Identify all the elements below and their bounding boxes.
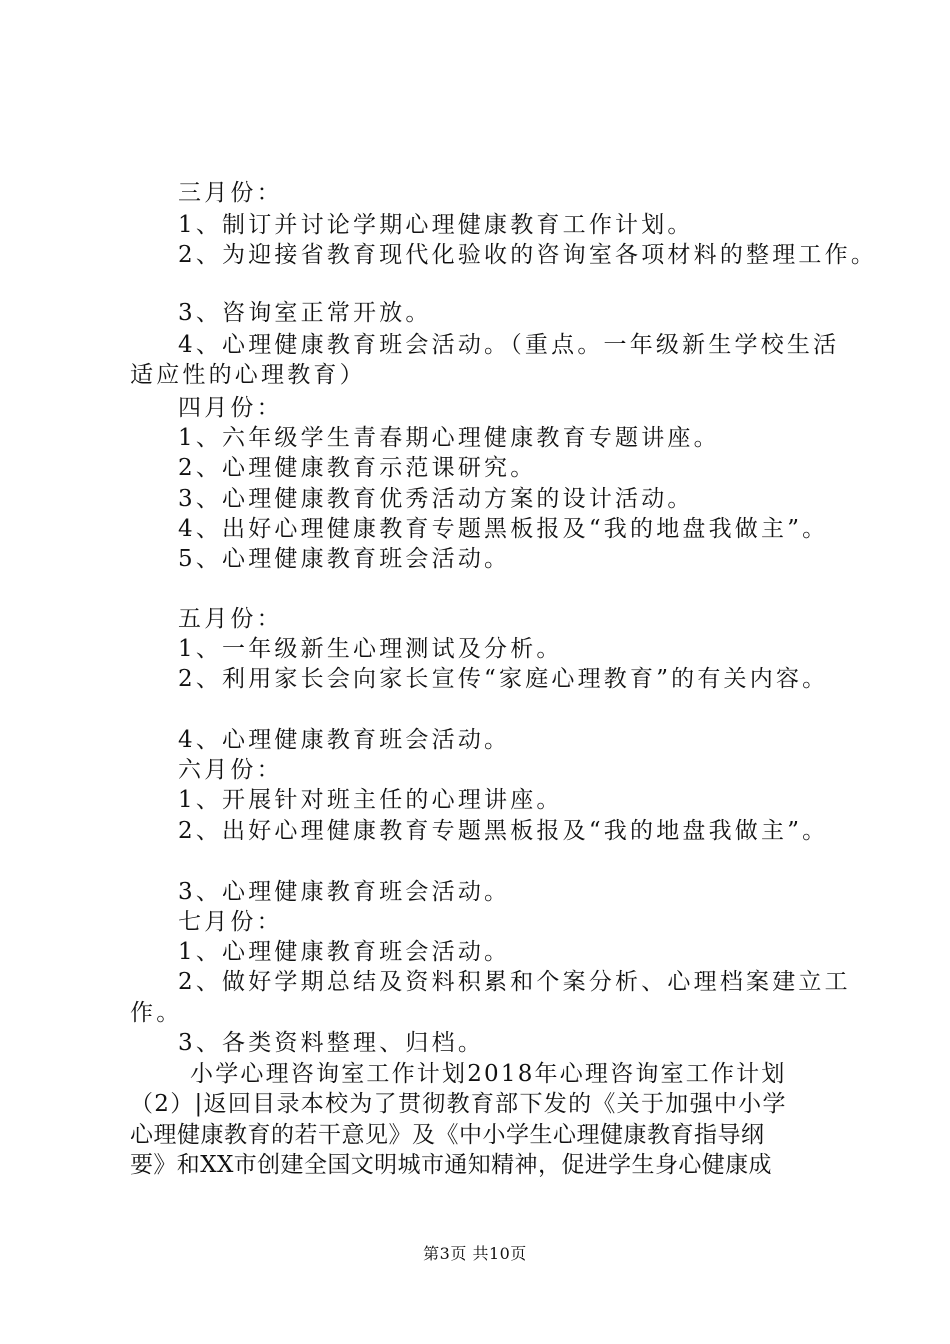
month-heading-may: 五月份： [178,606,283,632]
text-line: 2、做好学期总结及资料积累和个案分析、心理档案建立工 [178,969,851,995]
month-heading-july: 七月份： [178,909,283,935]
text-line: 1、开展针对班主任的心理讲座。 [178,787,563,813]
text-line: 3、各类资料整理、归档。 [178,1030,485,1056]
text-line: 1、一年级新生心理测试及分析。 [178,636,563,662]
text-line: 4、心理健康教育班会活动。（重点。一年级新生学校生活 [178,332,840,358]
text-line: 2、出好心理健康教育专题黑板报及“我的地盘我做主”。 [178,818,829,844]
text-line: 5、心理健康教育班会活动。 [178,546,511,572]
text-line: 3、心理健康教育班会活动。 [178,879,511,905]
text-line: 要》和XX市创建全国文明城市通知精神，促进学生身心健康成 [130,1152,772,1178]
month-heading-april: 四月份： [178,395,283,421]
text-line: 3、心理健康教育优秀活动方案的设计活动。 [178,486,694,512]
text-line: 适应性的心理教育） [130,362,366,388]
text-line: （2）|返回目录本校为了贯彻教育部下发的《关于加强中小学 [130,1091,787,1117]
month-heading-march: 三月份： [178,180,283,206]
page-number-footer: 第3页 共10页 [423,1244,527,1263]
text-line: 2、为迎接省教育现代化验收的咨询室各项材料的整理工作。 [178,242,878,268]
text-line: 1、六年级学生青春期心理健康教育专题讲座。 [178,425,720,451]
text-line: 2、心理健康教育示范课研究。 [178,455,537,481]
text-line: 1、制订并讨论学期心理健康教育工作计划。 [178,212,694,238]
text-line: 2、利用家长会向家长宣传“家庭心理教育”的有关内容。 [178,666,829,692]
text-line: 作。 [130,1000,183,1026]
text-line: 3、咨询室正常开放。 [178,300,432,326]
text-line: 4、出好心理健康教育专题黑板报及“我的地盘我做主”。 [178,516,829,542]
text-line: 4、心理健康教育班会活动。 [178,727,511,753]
text-line: 心理健康教育的若干意见》及《中小学生心理健康教育指导纲 [130,1122,765,1148]
text-line: 1、心理健康教育班会活动。 [178,939,511,965]
month-heading-june: 六月份： [178,757,283,783]
text-line: 小学心理咨询室工作计划2018年心理咨询室工作计划 [190,1061,787,1087]
